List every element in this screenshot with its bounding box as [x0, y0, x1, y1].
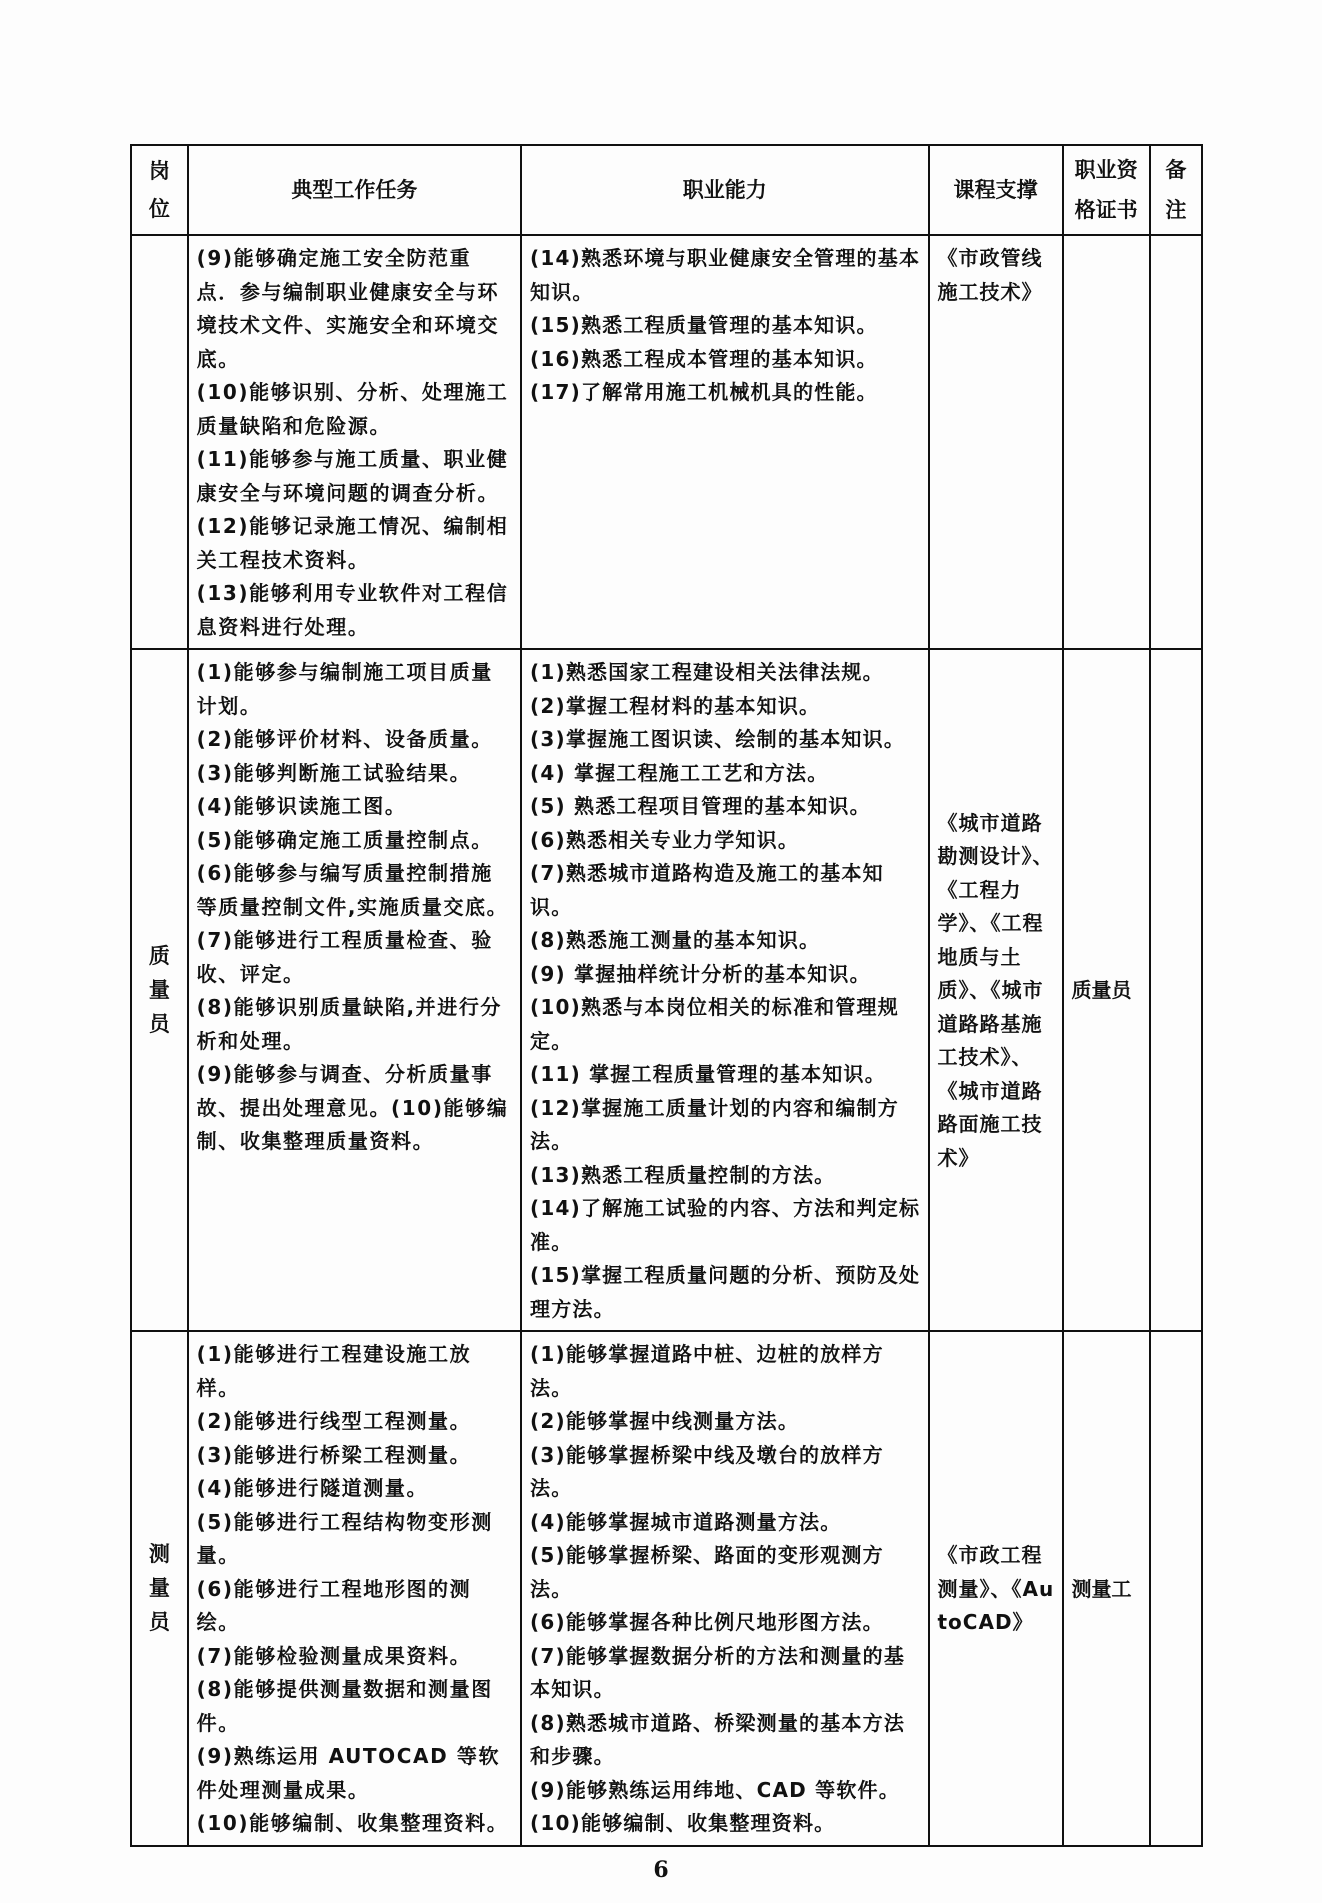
job-competency-table [130, 144, 1203, 1847]
task-item: (12)能够记录施工情况、编制相关工程技术资料。 [196, 514, 509, 572]
task-item: (11)能够参与施工质量、职业健康安全与环境问题的调查分析。 [196, 447, 509, 505]
ability-item: (7)能够掌握数据分析的方法和测量的基本知识。 [530, 1643, 906, 1701]
ability-item: (9)能够熟练运用纬地、CAD 等软件。 [530, 1777, 900, 1802]
notes-cell [1150, 649, 1202, 1331]
task-item: (8)能够提供测量数据和测量图件。 [196, 1677, 493, 1735]
ability-item: (4)能够掌握城市道路测量方法。 [530, 1509, 842, 1534]
task-item: (5)能够确定施工质量控制点。 [196, 827, 493, 852]
ability-item: (10)能够编制、收集整理资料。 [530, 1811, 836, 1835]
abilities-cell [521, 1331, 928, 1846]
task-item: (4)能够识读施工图。 [196, 794, 407, 818]
ability-item: (15)掌握工程质量问题的分析、预防及处理方法。 [530, 1263, 921, 1321]
ability-item: (4) 掌握工程施工工艺和方法。 [530, 760, 829, 785]
task-item: (9)能够确定施工安全防范重点．参与编制职业健康安全与环境技术文件、实施安全和环境交底。 [196, 246, 500, 371]
task-item: (10)能够编制、收集整理资料。 [196, 1811, 509, 1835]
abilities-cell [521, 649, 928, 1331]
ability-item: (10)熟悉与本岗位相关的标准和管理规定。 [530, 995, 899, 1053]
ability-item: (9) 掌握抽样统计分析的基本知识。 [530, 961, 871, 986]
ability-item: (13)熟悉工程质量控制的方法。 [530, 1162, 836, 1187]
ability-item: (8)熟悉城市道路、桥梁测量的基本方法和步骤。 [530, 1710, 906, 1768]
header-abilities: 职业能力 [521, 145, 928, 235]
ability-item: (14)熟悉环境与职业健康安全管理的基本知识。 [530, 246, 921, 304]
ability-item: (17)了解常用施工机械机具的性能。 [530, 380, 878, 404]
header-cert [1063, 145, 1150, 235]
task-item: (5)能够进行工程结构物变形测量。 [196, 1509, 493, 1567]
ability-item: (6)熟悉相关专业力学知识。 [530, 827, 800, 852]
header-courses: 课程支撑 [929, 145, 1063, 235]
task-item: (8)能够识别质量缺陷,并进行分析和处理。 [196, 995, 503, 1053]
courses-cell: 《城市道路勘测设计》、《工程力学》、《工程地质与土质》、《城市道路路基施工技术》、《城市道路路面施工技术》 [929, 649, 1063, 1331]
task-item: (6)能够参与编写质量控制措施等质量控制文件,实施质量交底。 [196, 861, 509, 919]
notes-cell [1150, 1331, 1202, 1846]
task-item: (13)能够利用专业软件对工程信息资料进行处理。 [196, 581, 509, 639]
courses-cell: 《市政工程测量》、《AutoCAD》 [929, 1331, 1063, 1846]
task-item: (9)熟练运用 AUTOCAD 等软件处理测量成果。 [196, 1744, 501, 1802]
ability-item: (3)掌握施工图识读、绘制的基本知识。 [530, 727, 906, 751]
table-row [131, 235, 1202, 649]
ability-item: (2)掌握工程材料的基本知识。 [530, 693, 821, 718]
tasks-cell [188, 649, 521, 1331]
task-item: (7)能够进行工程质量检查、验收、评定。 [196, 928, 493, 986]
ability-item: (3)能够掌握桥梁中线及墩台的放样方法。 [530, 1442, 884, 1500]
ability-item: (6)能够掌握各种比例尺地形图方法。 [530, 1610, 884, 1634]
task-item: (6)能够进行工程地形图的测绘。 [196, 1576, 472, 1634]
ability-item: (5)能够掌握桥梁、路面的变形观测方法。 [530, 1543, 884, 1601]
ability-item: (2)能够掌握中线测量方法。 [530, 1409, 800, 1433]
header-post [131, 145, 188, 235]
post-cell [131, 649, 188, 1331]
ability-item: (7)熟悉城市道路构造及施工的基本知识。 [530, 861, 884, 919]
notes-cell [1150, 235, 1202, 649]
ability-item: (14)了解施工试验的内容、方法和判定标准。 [530, 1196, 921, 1254]
header-notes-label: 备注 [1165, 158, 1187, 222]
task-item: (4)能够进行隧道测量。 [196, 1476, 429, 1500]
ability-item: (11) 掌握工程质量管理的基本知识。 [530, 1062, 886, 1086]
cert-cell: 测量工 [1063, 1331, 1150, 1846]
table-header-row [131, 145, 1202, 235]
table-row [131, 1331, 1202, 1846]
ability-item: (8)熟悉施工测量的基本知识。 [530, 928, 821, 952]
courses-cell: 《市政管线施工技术》 [929, 235, 1063, 649]
abilities-cell [521, 235, 928, 649]
cert-cell [1063, 235, 1150, 649]
post-label: 测量员 [148, 1542, 170, 1635]
ability-item: (12)掌握施工质量计划的内容和编制方法。 [530, 1095, 899, 1153]
task-item: (3)能够判断施工试验结果。 [196, 760, 472, 785]
table-row [131, 649, 1202, 1331]
task-item: (1)能够参与编制施工项目质量计划。 [196, 660, 493, 718]
header-notes [1150, 145, 1202, 235]
ability-item: (15)熟悉工程质量管理的基本知识。 [530, 313, 878, 337]
task-item: (10)能够识别、分析、处理施工质量缺陷和危险源。 [196, 380, 509, 438]
task-item: (3)能够进行桥梁工程测量。 [196, 1442, 472, 1467]
tasks-cell [188, 235, 521, 649]
post-label: 质量员 [148, 944, 170, 1036]
ability-item: (1)熟悉国家工程建设相关法律法规。 [530, 660, 884, 684]
task-item: (9)能够参与调查、分析质量事故、提出处理意见。(10)能够编制、收集整理质量资料。 [196, 1062, 509, 1153]
tasks-cell [188, 1331, 521, 1846]
task-item: (2)能够评价材料、设备质量。 [196, 727, 493, 751]
header-post-label: 岗位 [148, 159, 170, 221]
cert-cell: 质量员 [1063, 649, 1150, 1331]
page-number: 6 [653, 1856, 669, 1883]
task-item: (1)能够进行工程建设施工放样。 [196, 1342, 472, 1400]
post-cell [131, 1331, 188, 1846]
task-item: (2)能够进行线型工程测量。 [196, 1409, 472, 1433]
task-item: (7)能够检验测量成果资料。 [196, 1643, 472, 1668]
ability-item: (1)能够掌握道路中桩、边桩的放样方法。 [530, 1342, 884, 1400]
post-cell [131, 235, 188, 649]
ability-item: (16)熟悉工程成本管理的基本知识。 [530, 346, 878, 371]
header-cert-label: 职业资格证书 [1074, 158, 1138, 222]
header-tasks: 典型工作任务 [188, 145, 521, 235]
ability-item: (5) 熟悉工程项目管理的基本知识。 [530, 794, 871, 818]
